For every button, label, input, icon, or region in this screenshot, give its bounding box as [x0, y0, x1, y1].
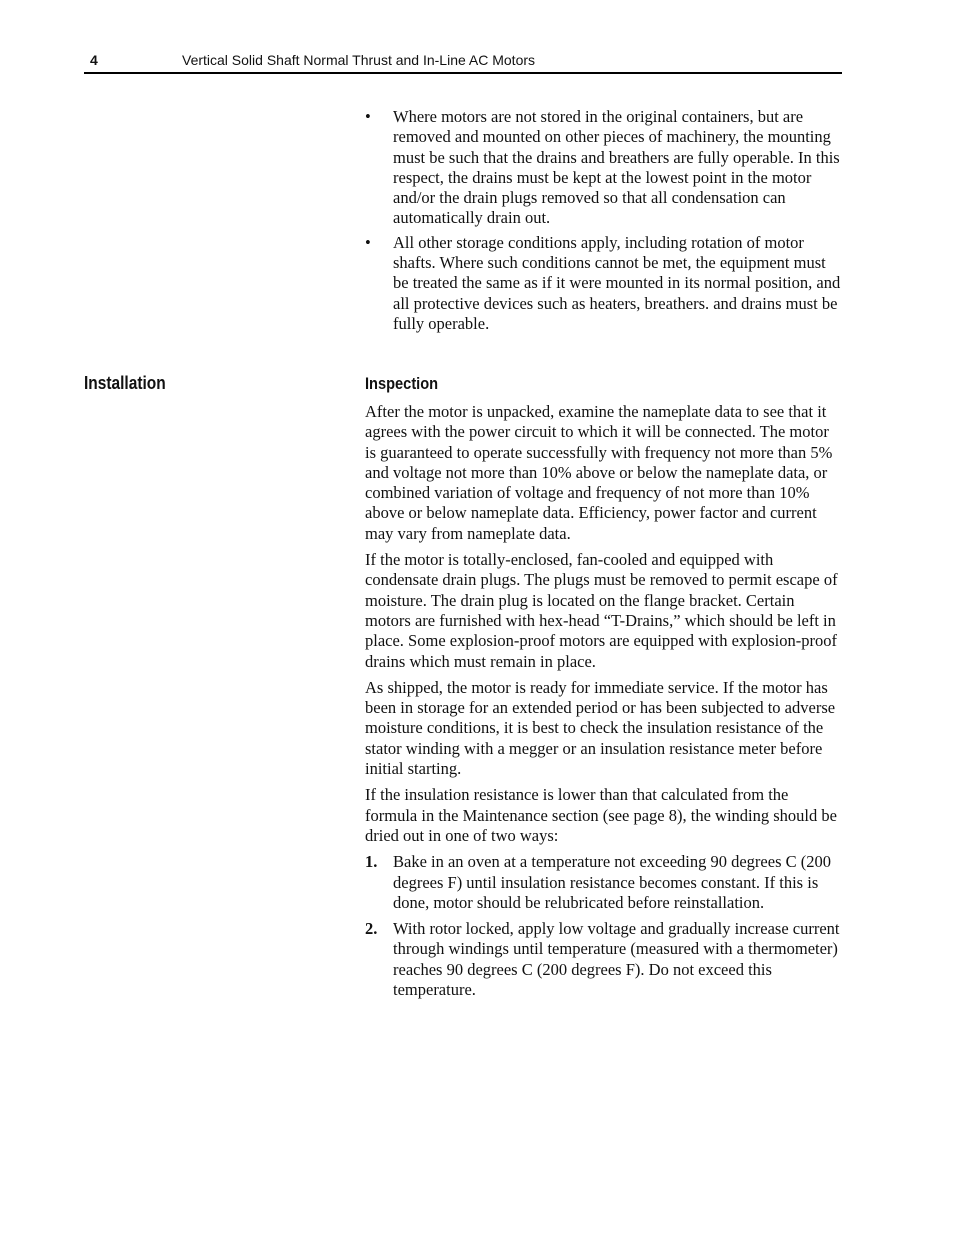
page-number: 4 — [90, 52, 98, 68]
paragraph: As shipped, the motor is ready for immediate service. If the motor has been in storage for an extended period or has been subjected to adverse moisture conditions, it is best to check the insulation resistance of the stator winding with a megger or an insulation resistance meter before initial starting. — [365, 677, 836, 779]
list-item — [365, 233, 841, 334]
list-item-text: All other storage conditions apply, including rotation of motor shafts. Where such conditions cannot be met, the equipment must be treated the same as if it were mounted in its normal position, and all protective devices such as heaters, breathers. and drains must be fully operable. — [393, 232, 841, 333]
step-number: 2. — [365, 919, 378, 939]
list-item — [365, 852, 841, 913]
page-header — [84, 52, 842, 74]
paragraph: After the motor is unpacked, examine the nameplate data to see that it agrees with the power circuit to which it will be connected. The motor is guaranteed to operate successfully with frequency not more than 5% and voltage not more than 10% above or below the nameplate data, or combined variation of voltage and frequency of not more than 10% above or below nameplate data. Efficiency, power factor and current may vary from nameplate data. — [365, 402, 833, 543]
step-text: Bake in an oven at a temperature not exceeding 90 degrees C (200 degrees F) until insulation resistance becomes constant. If this is done, motor should be relubricated before reinstallation. — [393, 852, 831, 912]
subsection-heading: Inspection — [365, 374, 439, 393]
list-item — [365, 107, 841, 229]
installation-content — [365, 373, 841, 1006]
step-number: 1. — [365, 852, 378, 872]
bullet-list — [365, 107, 841, 334]
bullet-marker: • — [365, 232, 371, 252]
running-title: Vertical Solid Shaft Normal Thrust and In-Line AC Motors — [182, 52, 536, 68]
section-heading: Installation — [84, 373, 166, 393]
storage-bullets-block — [365, 107, 841, 338]
numbered-list — [365, 852, 841, 1000]
paragraph: If the insulation resistance is lower than that calculated from the formula in the Maintenance section (see page 8), the winding should be dried out in one of two ways: — [365, 785, 837, 845]
paragraph: If the motor is totally-enclosed, fan-cooled and equipped with condensate drain plugs. The plugs must be removed to permit escape of moisture. The drain plug is located on the flange bracket. Certain motors are furnished with hex-head “T-Drains,” which should be left in place. Some explosion-proof motors are equipped with explosion-proof drains which must remain in place. — [365, 550, 838, 671]
list-item — [365, 919, 841, 1000]
list-item-text: Where motors are not stored in the original containers, but are removed and mounted on other pieces of machinery, the mounting must be such that the drains and breathers are fully operable. In this respect, the drains must be kept at the lowest point in the motor and/or the drain plugs removed so that all condensation can automatically drain out. — [393, 107, 840, 228]
bullet-marker: • — [365, 107, 371, 126]
step-text: With rotor locked, apply low voltage and gradually increase current through windings until temperature (measured with a thermometer) reaches 90 degrees C (200 degrees F). Do not exceed this temperature. — [393, 919, 840, 1000]
